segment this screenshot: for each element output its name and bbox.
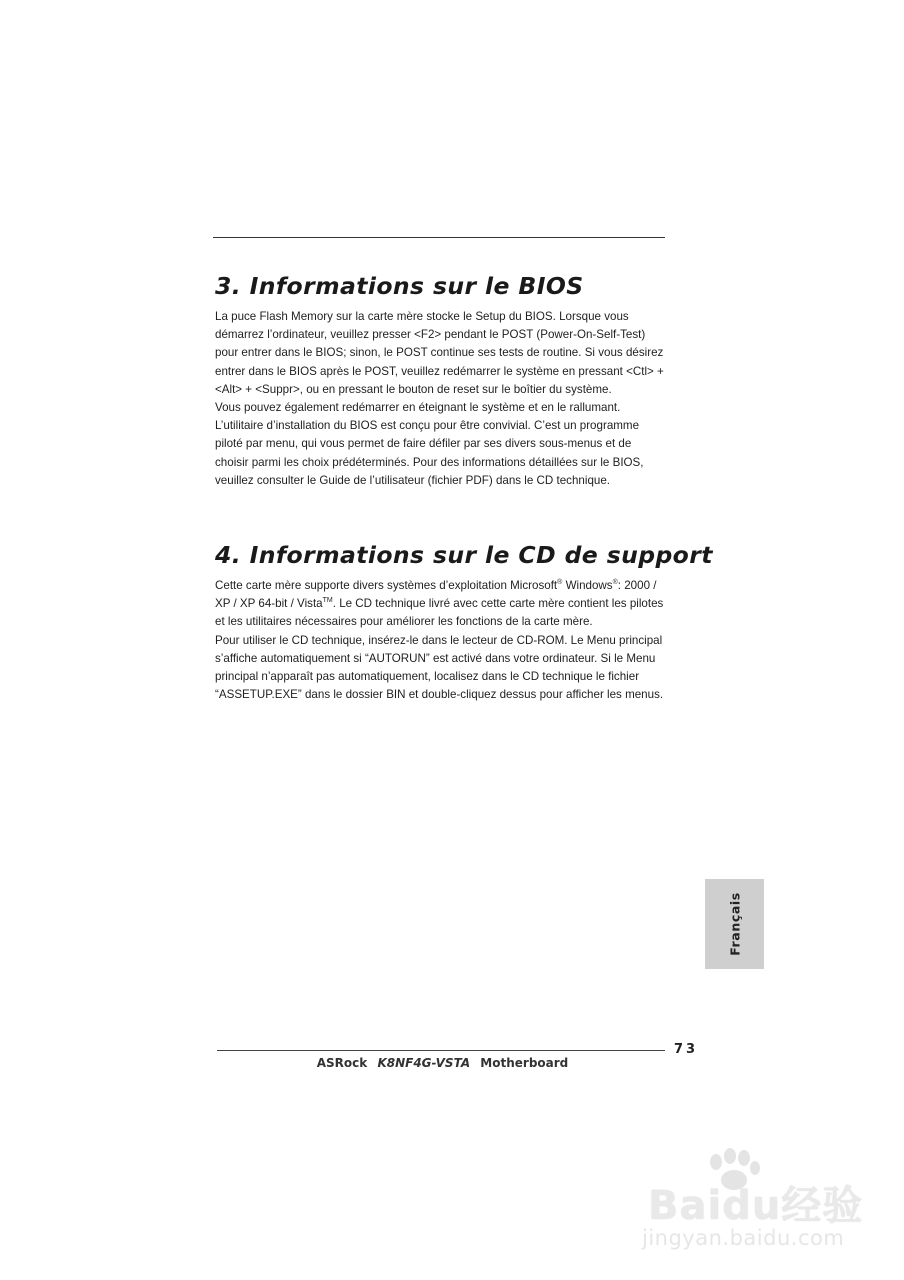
watermark-url: jingyan.baidu.com [642, 1226, 845, 1250]
support-cd-paragraph-2: Pour utiliser le CD technique, insérez-le dans le lecteur de CD-ROM. Le Menu principal s’affiche automatiquement si “AUTORUN” est activé dans votre ordinateur. Si le Menu principal n’apparaît pas automatiquement, localisez dans le CD technique le fichier “ASSETUP.EXE” dans le dossier BIN et double-cliquez dessus pour afficher les menus. [215, 633, 664, 702]
top-divider [213, 237, 665, 238]
language-tab [705, 879, 764, 969]
page-footer [0, 1056, 885, 1070]
text-run: Cette carte mère supporte divers systèmes d’exploitation Microsoft [215, 579, 558, 592]
footer-brand: ASRock [316, 1056, 368, 1070]
registered-mark: ® [557, 579, 563, 586]
watermark-logo: Baidu经验 [648, 1183, 864, 1229]
watermark [640, 1148, 870, 1278]
trademark-mark: TM [322, 597, 333, 605]
text-run: . Le CD technique livré avec cette carte mère contient les pilotes et les utilitaires nécessaires pour améliorer les fonctions de la carte mère. [215, 597, 664, 629]
bios-paragraph-3: L’utilitaire d’installation du BIOS est conçu pour être convivial. C’est un programme piloté par menu, qui vous permet de faire défiler par ses divers sous-menus et de choisir parmi les choix prédéterminés. Pour des informations détaillées sur le BIOS, veuillez consulter le Guide de l’utilisateur (fichier PDF) dans le CD technique. [215, 419, 644, 487]
section-support-cd-title: 4. Informations sur le CD de support [215, 541, 713, 569]
registered-mark: ® [612, 579, 618, 586]
section-support-cd [215, 541, 713, 704]
page-number: 73 [674, 1042, 699, 1057]
section-bios [215, 272, 667, 490]
footer-model: K8NF4G-VSTA [377, 1056, 471, 1070]
bottom-divider [217, 1050, 665, 1051]
footer-product: Motherboard [480, 1056, 569, 1070]
text-run: Windows [562, 579, 613, 592]
support-cd-paragraph-1 [215, 577, 667, 632]
text-run: : 2000 / XP / XP 64-bit / Vista [215, 579, 657, 611]
bios-paragraph-1: La puce Flash Memory sur la carte mère stocke le Setup du BIOS. Lorsque vous démarrez l’ordinateur, veuillez presser <F2> pendant le POST (Power-On-Self-Test) pour entrer dans le BIOS; sinon, le POST continue ses tests de routine. Si vous désirez entrer dans le BIOS après le POST, veuillez redémarrer le système en pressant <Ctl> + <Alt> + <Suppr>, ou en pressant le bouton de reset sur le boîtier du système. [215, 310, 664, 396]
language-tab-label: Français [727, 892, 742, 956]
section-bios-title: 3. Informations sur le BIOS [215, 272, 584, 300]
bios-paragraph-2: Vous pouvez également redémarrer en éteignant le système et en le rallumant. [215, 401, 621, 415]
